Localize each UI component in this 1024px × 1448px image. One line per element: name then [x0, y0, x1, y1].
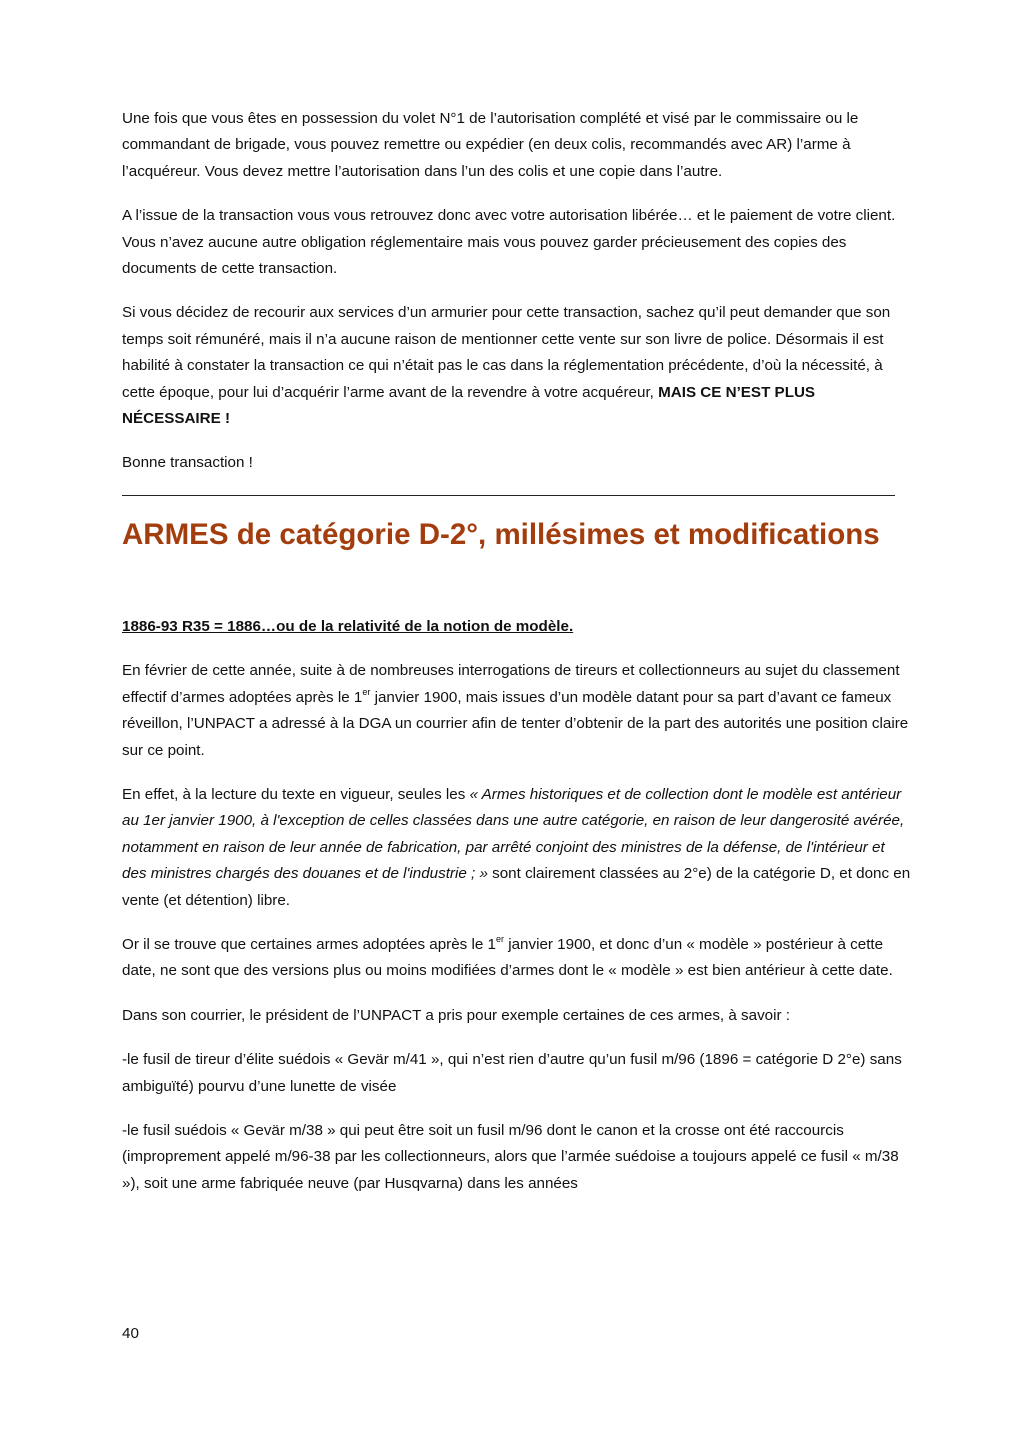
paragraph-shipping: Une fois que vous êtes en possession du volet N°1 de l’autorisation complété et visé par le commissaire ou le commandant de brigade, vous pouvez remettre ou expédier (en deux colis, recommandés avec AR) l’arme à l’acquéreur. Vous devez mettre l’autorisation dans l’un des colis et une copie dans l’autre.: [122, 110, 859, 180]
paragraph-armurier: [122, 300, 912, 432]
text-fragment: Or il se trouve que certaines armes adoptées après le 1: [122, 935, 496, 953]
text-fragment: janvier 1900, mais issues d’un modèle datant pour sa part d’avant ce fameux réveillon, l’UNPACT a adressé à la DGA un courrier afin de tenter d’obtenir de la part des autorités une position claire sur ce point.: [122, 688, 909, 759]
paragraph-examples-intro: Dans son courrier, le président de l’UNPACT a pris pour exemple certaines de ces armes, à savoir :: [122, 1006, 790, 1024]
paragraph-transaction-end: A l’issue de la transaction vous vous retrouvez donc avec votre autorisation libérée… et le paiement de votre client. Vous n’avez aucune autre obligation réglementaire mais vous pouvez garder précieusement des copies des documents de cette transaction.: [122, 207, 896, 278]
paragraph-example-m38: -le fusil suédois « Gevär m/38 » qui peut être soit un fusil m/96 dont le canon et la crosse ont été raccourcis (improprement appelé m/96-38 par les collectionneurs, alors que l’armée suédoise a toujours appelé ce fusil « m/38 »), soit une arme fabriquée neuve (par Husqvarna) dans les années: [122, 1121, 899, 1192]
paragraph-example-m41: -le fusil de tireur d’élite suédois « Gevär m/41 », qui n’est rien d’autre qu’un fusil m/96 (1896 = catégorie D 2°e) sans ambiguïté) pourvu d’une lunette de visée: [122, 1051, 902, 1095]
section-divider: [122, 495, 895, 496]
paragraph-armurier-text: Si vous décidez de recourir aux services d’un armurier pour cette transaction, sachez qu’il peut demander que son temps soit rémunéré, mais il n’a aucune raison de mentionner cette vente sur son livre de police. Désormais il est habilité à constater la transaction ce qui n’était pas le cas dans la réglementation précédente, d’où la nécessité, à cette époque, pour lui d’acquérir l’arme avant de la revendre à votre acquéreur,: [122, 304, 891, 401]
paragraph-armurier-emphasis: MAIS CE N’EST PLUS NÉCESSAIRE !: [122, 383, 816, 428]
superscript: er: [362, 686, 371, 697]
paragraph-legal-text: [122, 782, 912, 914]
paragraph-february-letter: [122, 658, 912, 764]
section-title: ARMES de catégorie D-2°, millésimes et modifications: [122, 517, 880, 551]
paragraph-closing: Bonne transaction !: [122, 454, 253, 472]
text-fragment: En février de cette année, suite à de nombreuses interrogations de tireurs et collectionneurs au sujet du classement effectif d’armes adoptées après le 1: [122, 662, 900, 706]
paragraph-modified-models: [122, 932, 912, 985]
page-number: 40: [122, 1325, 139, 1342]
legal-quote: « Armes historiques et de collection dont le modèle est antérieur au 1er janvier 1900, à l'exception de celles classées dans une autre catégorie, en raison de leur dangerosité avérée, notamment en raison de leur année de fabrication, par arrêté conjoint des ministres de la défense, de l'intérieur et des ministres chargés des douanes et de l'industrie ; »: [122, 785, 905, 883]
superscript: er: [495, 933, 504, 944]
text-fragment: janvier 1900, et donc d’un « modèle » postérieur à cette date, ne sont que des versions plus ou moins modifiées d’armes dont le « modèle » est bien antérieur à cette date.: [122, 935, 893, 980]
text-fragment: sont clairement classées au 2°e) de la catégorie D, et donc en vente (et détention) libre.: [122, 865, 911, 909]
section-subheading: 1886-93 R35 = 1886…ou de la relativité de la notion de modèle.: [122, 617, 574, 635]
document-page: [122, 106, 912, 1215]
text-fragment: En effet, à la lecture du texte en vigueur, seules les: [122, 785, 470, 803]
